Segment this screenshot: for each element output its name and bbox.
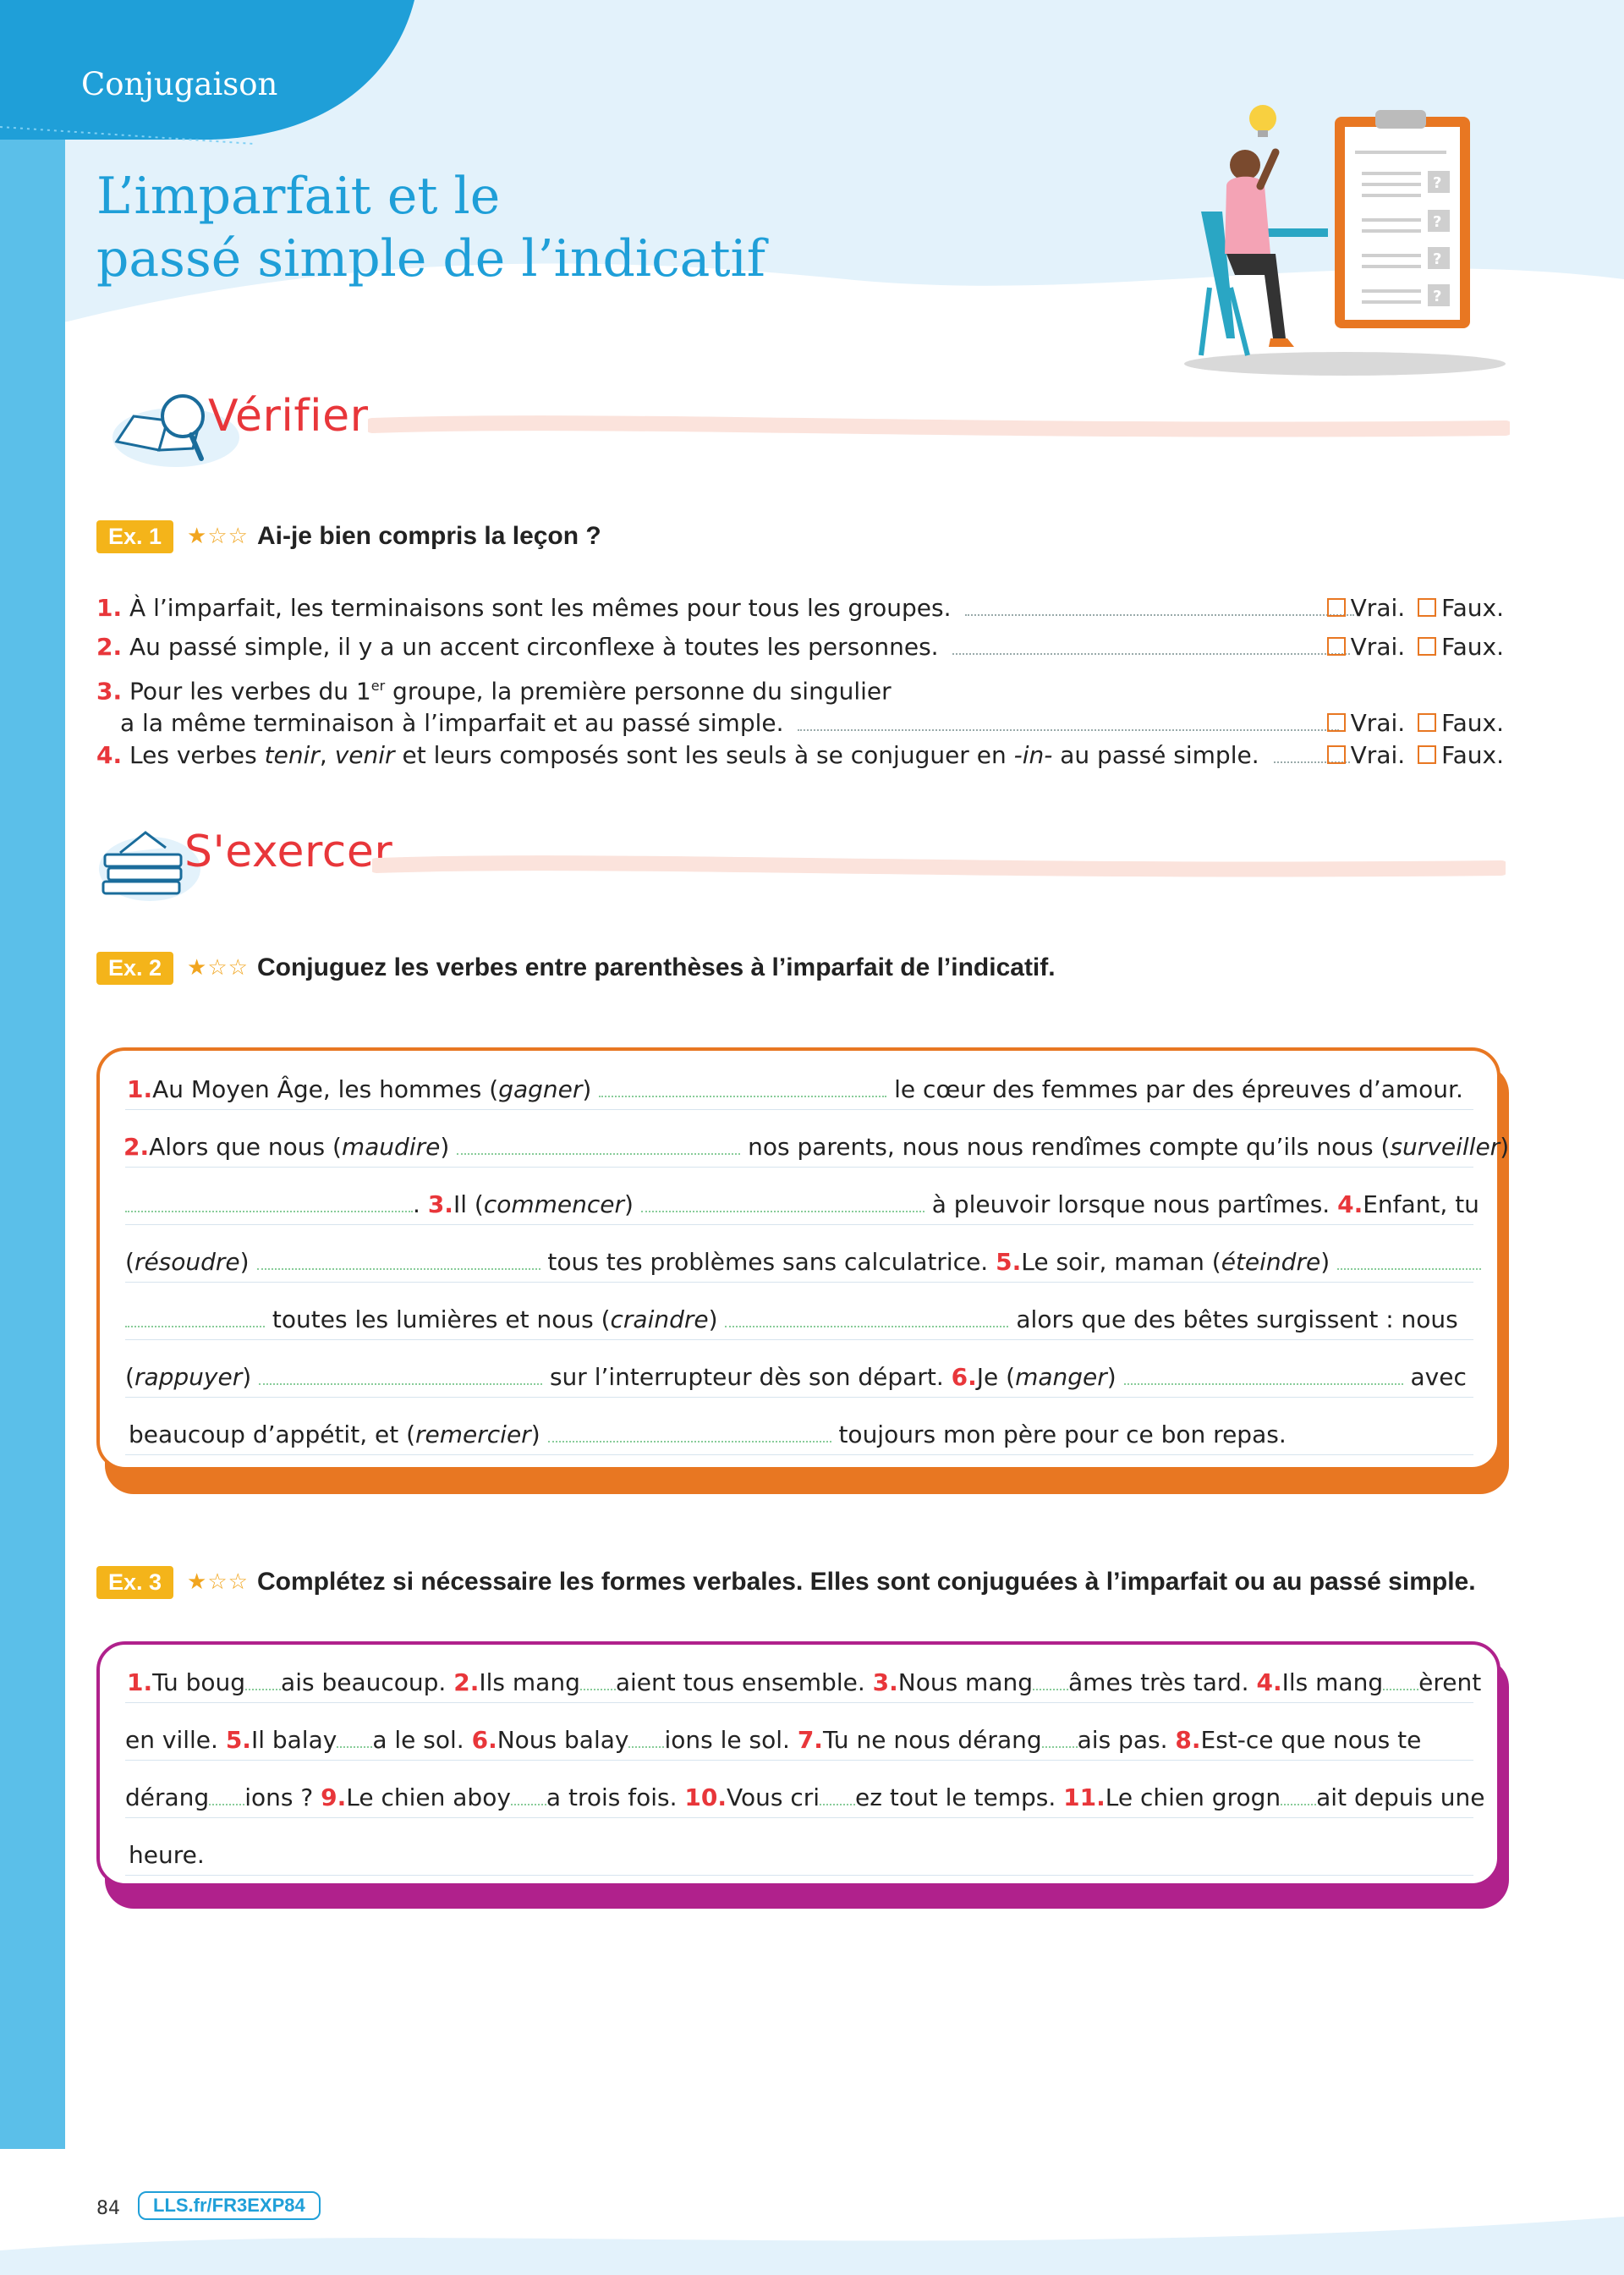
sentence-text: ait depuis une bbox=[1316, 1783, 1485, 1811]
section-title-verifier: Vérifier bbox=[208, 391, 369, 442]
question-4 bbox=[96, 739, 1504, 772]
ex3-line-2 bbox=[125, 1723, 1470, 1757]
leader-dots bbox=[798, 711, 1339, 731]
true-checkbox[interactable] bbox=[1327, 745, 1346, 764]
sentence-text: Tu boug bbox=[152, 1668, 246, 1696]
false-label: Faux. bbox=[1441, 709, 1504, 738]
resource-link[interactable]: LLS.fr/FR3EXP84 bbox=[138, 2191, 321, 2220]
question-text: groupe, la première personne du singulier bbox=[385, 677, 892, 706]
ex3-line-1 bbox=[127, 1666, 1482, 1700]
true-checkbox[interactable] bbox=[1327, 713, 1346, 732]
sentence-text: ) bbox=[242, 1363, 252, 1391]
answer-blank[interactable] bbox=[125, 1194, 413, 1212]
item-number: 4. bbox=[1337, 1190, 1363, 1218]
sentence-text: a le sol. bbox=[372, 1726, 472, 1754]
exercise-1-header bbox=[96, 516, 601, 557]
svg-text:?: ? bbox=[1433, 213, 1442, 231]
sentence-text: beaucoup d’appétit, et ( bbox=[129, 1421, 416, 1448]
ex2-line-4 bbox=[125, 1245, 1470, 1279]
difficulty-stars-icon: ★☆☆ bbox=[187, 1569, 249, 1595]
sentence-text: ais pas. bbox=[1077, 1726, 1176, 1754]
ex2-line-2 bbox=[123, 1130, 1510, 1164]
question-number: 3. bbox=[96, 677, 123, 706]
sentence-text: alors que des bêtes surgissent : nous bbox=[1016, 1305, 1458, 1333]
answer-blank[interactable] bbox=[257, 1251, 540, 1270]
sentence-text: ions le sol. bbox=[664, 1726, 798, 1754]
question-text: a la même terminaison à l’imparfait et au passé simple. bbox=[120, 709, 784, 738]
section-divider-swash bbox=[368, 413, 1510, 438]
sentence-text: Est-ce que nous te bbox=[1200, 1726, 1422, 1754]
sentence-text: dérang bbox=[125, 1783, 210, 1811]
answer-blank[interactable] bbox=[245, 1672, 281, 1690]
sentence-text: ) bbox=[624, 1190, 634, 1218]
sentence-text: ) bbox=[239, 1248, 250, 1276]
exercise-title: Ai-je bien compris la leçon ? bbox=[256, 522, 601, 550]
answer-blank[interactable] bbox=[1281, 1787, 1316, 1805]
false-label: Faux. bbox=[1441, 594, 1504, 622]
sentence-text: ais beaucoup. bbox=[281, 1668, 454, 1696]
answer-blank[interactable] bbox=[259, 1366, 542, 1385]
item-number: 6. bbox=[471, 1726, 497, 1754]
sentence-text: ) bbox=[530, 1421, 540, 1448]
sentence-text: Nous mang bbox=[897, 1668, 1034, 1696]
question-number: 4. bbox=[96, 741, 123, 769]
item-number: 5. bbox=[996, 1248, 1022, 1276]
difficulty-stars-icon: ★☆☆ bbox=[187, 524, 249, 549]
true-checkbox[interactable] bbox=[1327, 598, 1346, 617]
question-2 bbox=[96, 631, 1504, 663]
sentence-text: Le soir, maman ( bbox=[1021, 1248, 1221, 1276]
question-number: 1. bbox=[96, 594, 123, 622]
exercise-title: Conjuguez les verbes entre parenthèses à l’imparfait de l’indicatif. bbox=[256, 953, 1056, 981]
answer-blank[interactable] bbox=[1124, 1366, 1403, 1385]
false-label: Faux. bbox=[1441, 633, 1504, 661]
side-bar bbox=[0, 0, 65, 2149]
superscript: er bbox=[370, 678, 386, 694]
difficulty-stars-icon: ★☆☆ bbox=[187, 955, 249, 981]
item-number: 3. bbox=[872, 1668, 898, 1696]
verb-italic: commencer bbox=[483, 1190, 624, 1218]
svg-text:?: ? bbox=[1433, 250, 1442, 268]
true-false-options bbox=[1327, 592, 1504, 624]
answer-blank[interactable] bbox=[1042, 1729, 1078, 1748]
item-number: 1. bbox=[127, 1668, 153, 1696]
answer-blank[interactable] bbox=[548, 1424, 831, 1442]
question-text: , bbox=[319, 741, 335, 769]
sentence-text: le cœur des femmes par des épreuves d’amour. bbox=[894, 1075, 1463, 1103]
ex2-line-3 bbox=[125, 1188, 1479, 1222]
sentence-text: nos parents, nous nous rendîmes compte qu’ils nous ( bbox=[748, 1133, 1391, 1161]
true-label: Vrai. bbox=[1350, 709, 1406, 738]
item-number: 7. bbox=[797, 1726, 823, 1754]
verb-italic: surveiller bbox=[1390, 1133, 1501, 1161]
item-number: 2. bbox=[123, 1133, 150, 1161]
page-title-line-1: L’imparfait et le bbox=[96, 167, 501, 226]
sentence-text: à pleuvoir lorsque nous partîmes. bbox=[931, 1190, 1338, 1218]
ex2-line-6 bbox=[125, 1360, 1470, 1394]
sentence-text: Enfant, tu bbox=[1363, 1190, 1479, 1218]
sentence-text: èrent bbox=[1418, 1668, 1482, 1696]
sentence-text: ions ? bbox=[244, 1783, 321, 1811]
true-false-options bbox=[1327, 739, 1504, 772]
verb-italic: remercier bbox=[415, 1421, 531, 1448]
item-number: 2. bbox=[453, 1668, 480, 1696]
exercise-badge: Ex. 3 bbox=[96, 1566, 173, 1599]
question-number: 2. bbox=[96, 633, 123, 661]
exercise-badge: Ex. 2 bbox=[96, 952, 173, 985]
answer-blank[interactable] bbox=[1337, 1251, 1481, 1270]
answer-blank[interactable] bbox=[1383, 1672, 1418, 1690]
verb-italic: craindre bbox=[610, 1305, 709, 1333]
answer-blank[interactable] bbox=[820, 1787, 855, 1805]
true-label: Vrai. bbox=[1350, 741, 1406, 769]
question-text: au passé simple. bbox=[1052, 741, 1259, 769]
sentence-text: Tu ne nous dérang bbox=[822, 1726, 1042, 1754]
question-text: Pour les verbes du 1 bbox=[129, 677, 371, 706]
answer-blank[interactable] bbox=[511, 1787, 546, 1805]
sentence-text: avec bbox=[1410, 1363, 1467, 1391]
answer-blank[interactable] bbox=[580, 1672, 616, 1690]
ex2-line-5 bbox=[125, 1303, 1470, 1337]
exercise-title: Complétez si nécessaire les formes verbales. Elles sont conjuguées à l’imparfait ou au passé simple. bbox=[256, 1568, 1476, 1596]
leader-dots bbox=[952, 635, 1350, 655]
verb-italic: éteindre bbox=[1221, 1248, 1321, 1276]
sentence-text: Le chien grogn bbox=[1105, 1783, 1281, 1811]
ex2-line-7 bbox=[129, 1418, 1473, 1452]
answer-blank[interactable] bbox=[125, 1309, 265, 1327]
sentence-text: aient tous ensemble. bbox=[615, 1668, 873, 1696]
item-number: 6. bbox=[951, 1363, 977, 1391]
verb-italic: gagner bbox=[498, 1075, 583, 1103]
answer-blank[interactable] bbox=[641, 1194, 924, 1212]
sentence-text: ) bbox=[1320, 1248, 1330, 1276]
sentence-text: Nous balay bbox=[497, 1726, 629, 1754]
exercise-3-header bbox=[96, 1562, 1476, 1602]
false-checkbox[interactable] bbox=[1418, 637, 1436, 656]
true-label: Vrai. bbox=[1350, 594, 1406, 622]
true-label: Vrai. bbox=[1350, 633, 1406, 661]
sentence-text: ) bbox=[440, 1133, 450, 1161]
item-number: 8. bbox=[1175, 1726, 1201, 1754]
sentence-text: ( bbox=[125, 1248, 134, 1276]
verb-italic: rappuyer bbox=[134, 1363, 243, 1391]
svg-text:?: ? bbox=[1433, 174, 1442, 192]
item-number: 4. bbox=[1256, 1668, 1282, 1696]
sentence-text: tous tes problèmes sans calculatrice. bbox=[547, 1248, 996, 1276]
page-title-line-2: passé simple de l’indicatif bbox=[96, 229, 765, 288]
sentence-text: heure. bbox=[129, 1841, 205, 1869]
answer-blank[interactable] bbox=[1033, 1672, 1068, 1690]
sentence-text: Il ( bbox=[453, 1190, 484, 1218]
sentence-text: Ils mang bbox=[1281, 1668, 1384, 1696]
false-checkbox[interactable] bbox=[1418, 745, 1436, 764]
verb-italic: venir bbox=[334, 741, 395, 769]
question-text: Les verbes bbox=[129, 741, 265, 769]
ex3-line-4 bbox=[129, 1838, 1473, 1872]
item-number: 1. bbox=[127, 1075, 153, 1103]
sentence-text: ) bbox=[582, 1075, 592, 1103]
chapter-label: Conjugaison bbox=[81, 66, 278, 102]
verb-italic: résoudre bbox=[134, 1248, 240, 1276]
section-title-sexercer: S'exercer bbox=[184, 827, 393, 877]
sentence-text: . bbox=[413, 1190, 428, 1218]
sentence-text: Alors que nous ( bbox=[149, 1133, 342, 1161]
sentence-text: toutes les lumières et nous ( bbox=[272, 1305, 611, 1333]
sentence-text: Au Moyen Âge, les hommes ( bbox=[152, 1075, 499, 1103]
exercise-2-header bbox=[96, 948, 1056, 988]
sentence-text: Je ( bbox=[976, 1363, 1016, 1391]
item-number: 3. bbox=[427, 1190, 453, 1218]
answer-blank[interactable] bbox=[209, 1787, 244, 1805]
ex2-line-1 bbox=[127, 1073, 1472, 1107]
item-number: 10. bbox=[684, 1783, 727, 1811]
leader-dots bbox=[965, 596, 1354, 616]
question-1 bbox=[96, 592, 1504, 624]
question-3 bbox=[96, 670, 1504, 739]
sentence-text: âmes très tard. bbox=[1068, 1668, 1257, 1696]
verb-italic: -in- bbox=[1013, 741, 1053, 769]
sentence-text: Il balay bbox=[250, 1726, 337, 1754]
question-text: Au passé simple, il y a un accent circonflexe à toutes les personnes. bbox=[129, 633, 939, 661]
sentence-text: a trois fois. bbox=[546, 1783, 685, 1811]
item-number: 9. bbox=[321, 1783, 347, 1811]
sentence-text: en ville. bbox=[125, 1726, 226, 1754]
sentence-text: ) bbox=[708, 1305, 718, 1333]
false-checkbox[interactable] bbox=[1418, 713, 1436, 732]
true-false-options bbox=[1327, 631, 1504, 663]
question-text: et leurs composés sont les seuls à se conjuguer en bbox=[394, 741, 1014, 769]
answer-blank[interactable] bbox=[337, 1729, 372, 1748]
sentence-text: Vous cri bbox=[727, 1783, 820, 1811]
sentence-text: toujours mon père pour ce bon repas. bbox=[838, 1421, 1287, 1448]
item-number: 5. bbox=[225, 1726, 251, 1754]
answer-blank[interactable] bbox=[628, 1729, 664, 1748]
sentence-text: ) bbox=[1106, 1363, 1116, 1391]
false-label: Faux. bbox=[1441, 741, 1504, 769]
verb-italic: maudire bbox=[341, 1133, 441, 1161]
page-title bbox=[96, 165, 765, 290]
section-divider-swash bbox=[372, 853, 1506, 878]
sentence-text: Le chien aboy bbox=[346, 1783, 511, 1811]
page-number: 84 bbox=[96, 2198, 120, 2219]
sentence-text: ez tout le temps. bbox=[855, 1783, 1064, 1811]
svg-text:?: ? bbox=[1433, 288, 1442, 305]
answer-blank[interactable] bbox=[599, 1079, 886, 1097]
student-clipboard-illustration bbox=[1176, 93, 1506, 381]
sentence-text: Ils mang bbox=[479, 1668, 580, 1696]
sentence-text: sur l’interrupteur dès son départ. bbox=[549, 1363, 952, 1391]
answer-blank[interactable] bbox=[457, 1136, 740, 1155]
verb-italic: tenir bbox=[264, 741, 320, 769]
item-number: 11. bbox=[1063, 1783, 1106, 1811]
question-text: À l’imparfait, les terminaisons sont les mêmes pour tous les groupes. bbox=[129, 594, 952, 622]
ex3-line-3 bbox=[125, 1781, 1485, 1815]
exercise-badge: Ex. 1 bbox=[96, 520, 173, 553]
sentence-text: ( bbox=[125, 1363, 134, 1391]
true-checkbox[interactable] bbox=[1327, 637, 1346, 656]
false-checkbox[interactable] bbox=[1418, 598, 1436, 617]
verb-italic: manger bbox=[1015, 1363, 1107, 1391]
sentence-text: ) bbox=[1500, 1133, 1510, 1161]
true-false-options bbox=[1327, 707, 1504, 739]
answer-blank[interactable] bbox=[725, 1309, 1008, 1327]
